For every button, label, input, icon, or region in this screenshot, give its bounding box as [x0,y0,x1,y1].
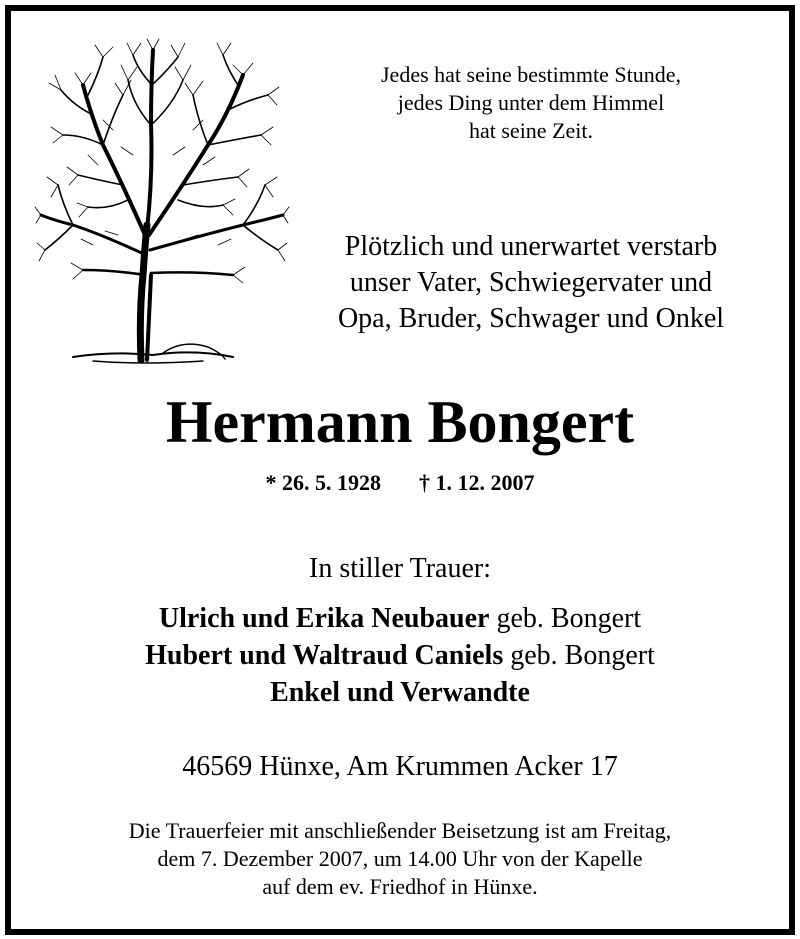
bare-tree-icon [33,35,291,375]
mourner-names: Enkel und Verwandte [270,677,530,708]
intro-line: Opa, Bruder, Schwager und Onkel [337,303,725,334]
intro-line: unser Vater, Schwiegervater und [349,267,713,298]
mourner-note: geb. Bongert [489,603,642,634]
mourner-line [11,600,789,637]
mourner-note: geb. Bongert [503,640,655,671]
mourning-heading: In stiller Trauer: [309,553,491,584]
obituary-frame [5,5,795,935]
funeral-details [11,817,789,901]
death-announcement-text [276,229,786,337]
deceased-name: Hermann Bongert [165,389,635,455]
mourner-line [11,674,789,711]
mourners-list [11,600,789,711]
mourner-names: Hubert und Waltraud Caniels [145,640,504,671]
funeral-line: dem 7. Dezember 2007, um 14.00 Uhr von der Kapelle [157,846,643,871]
funeral-line: auf dem ev. Friedhof in Hünxe. [262,874,538,899]
funeral-line: Die Trauerfeier mit anschließender Beisetzung ist am Freitag, [128,818,672,843]
verse-line: hat seine Zeit. [468,118,593,143]
birth-date: * 26. 5. 1928 [265,470,381,495]
verse-line: Jedes hat seine bestimmte Stunde, [381,62,681,87]
mourner-names: Ulrich und Erika Neubauer [158,603,490,634]
verse-line: jedes Ding unter dem Himmel [397,90,665,115]
life-dates [11,469,789,497]
address: 46569 Hünxe, Am Krummen Acker 17 [182,751,618,782]
bible-verse [311,61,751,145]
intro-line: Plötzlich und unerwartet verstarb [344,231,718,262]
death-date: † 1. 12. 2007 [419,470,535,495]
mourner-line [11,637,789,674]
